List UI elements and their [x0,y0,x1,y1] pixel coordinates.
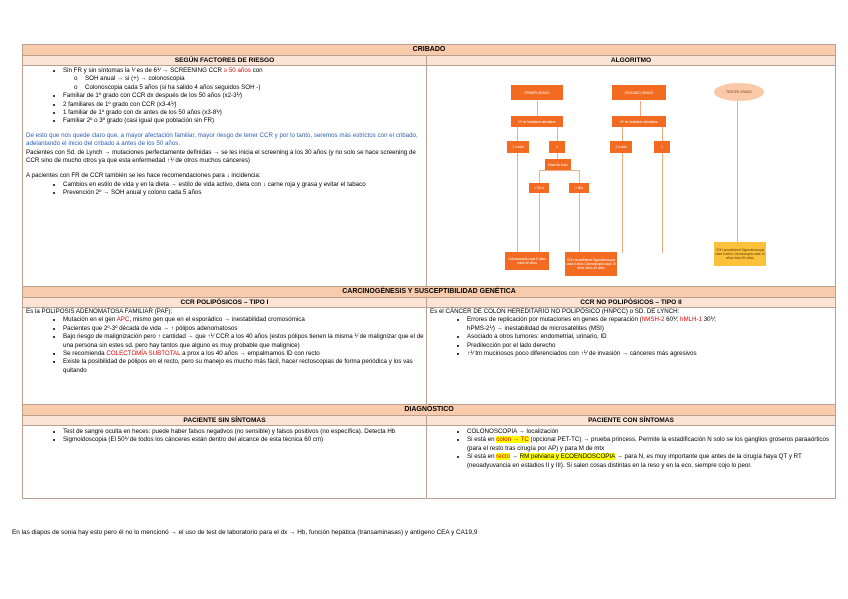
carcino-title: CARCINOGÉNESIS Y SUSCEPTIBILIDAD GENÉTICA [23,287,836,298]
risk-item: • Sin FR y sin síntomas la ⅟ es de 6⅟ → SCREENING CCR ≥ 50 años con o SOH anual → si (+) → colonoscopia o Colonoscopia cada 5 años (si ha salido 4 años seguidos SOH -) [63,67,426,92]
tipo1-cell [23,308,427,405]
box-edad-inicio: Edad de inicio [545,159,571,170]
oval-tercer-grado: TERCER GRADO [714,83,764,101]
lynch-text: Pacientes con Sd. de Lynch → mutaciones perfectamente definidas → se les inicia el screening a los 30 años (y no solo se hace screening de CCR sino de mucho otros ya que esta enfermedad ↑⅟ de otros muchos cánceres) [26,148,416,165]
box-soh-50: SOH anual/bienal Sigmoidoscopia cada 5 años Colonoscopia cada 10 años Inicio 50 años [714,242,766,266]
risk-subitem: o Colonoscopia cada 5 años (si ha salido 4 años seguidos SOH -) [85,84,426,92]
con-sintomas-cell [427,426,836,499]
box-lt-50: < 50 a [529,183,549,193]
diag-left-header: PACIENTE SIN SÍNTOMAS [23,416,427,426]
diag-right-header: PACIENTE CON SÍNTOMAS [427,416,836,426]
tipo1-item: • Existe la posibilidad de pólipos en el recto, pero su manejo es mucho más fácil, hacer rectoscopias de forma periódica y los vas quitando [63,358,426,375]
box-soh-40: SOH anual/bienal Sigmoidoscopia cada 5 años Colonoscopia cada 10 años Inicio 40 años [565,252,617,276]
tipo1-item: • Se recomienda COLECTOMÍA SUBTOTAL a prox a los 40 años → empalmamos ID con recto [63,350,426,358]
tipo2-item: • ↑⅟ tm mucinosos poco diferenciados con ↑⅟ de invasión → cánceres más agresivos [467,350,835,358]
recommendation-item: • Cambios en estilo de vida y en la dieta → estilo de vida activo, dieta con ↓ carne roja y grasa y evitar el tabaco [63,181,426,189]
tipo1-item: • Mutación en el gen APC, mismo gen que en el esporádico → inestabilidad cromosómica [63,316,426,324]
box-2-o-mas-2: 2 o más [610,141,632,153]
risk-item: • 2 familiares de 1º grado con CCR (x3-4⅟) [63,101,426,109]
algorithm-cell [427,66,836,287]
carcino-left-header: CCR POLIPÓSICOS – TIPO I [23,298,427,308]
summary-table [22,44,836,499]
document-page [22,44,835,499]
footer-note: En las diapos de sonia hay esto pero él no lo mencionó → el uso de test de laboratorio para el dx → Hb, función hepática (transaminasas) y antígeno CEA y CA19,9 [12,529,478,536]
tipo2-intro: Es el CÁNCER DE COLON HEREDITARIO NO POLIPÓSICO (HNPCC) o SD. DE LYNCH: [430,308,680,315]
tipo2-cell [427,308,836,405]
diag-item: • Si está en recto → RM pelviana y ECOENDOSCOPIA → para N, es muy importante que antes de la cirugía haya QT y RT (neoadyuvancia en estadios II y III). Si salen cosas distintas en la reso y en la eco, siempre cojo lo peor. [467,453,835,470]
box-uno-2: 1 [654,141,670,153]
diag-item: • Sigmoidoscopia (El 50⅟ de todos los cánceres están dentro del alcance de esta técnica 60 cm) [63,436,426,444]
box-num-familiares: Nº de familiares afectados [511,116,563,127]
tipo1-item: • Pacientes que 2º-3º década de vida → ↑ pólipos adenomatosos [63,325,426,333]
cribado-right-header: ALGORITMO [427,56,836,66]
diag-item: • Test de sangre oculta en heces: puede haber falsos negativos (no sensible) y falsos positivos (no específica). Detecta Hb [63,428,426,436]
diag-title: DIAGNÓSTICO [23,405,836,416]
fr-text: A pacientes con FR de CCR también se les hace recomendaciones para ↓ incidencia: [26,172,261,180]
cribado-left-header: SEGÚN FACTORES DE RIESGO [23,56,427,66]
cribado-risk-cell [23,66,427,287]
blue-note: De esto que nos quede claro que, a mayor afectación familiar, mayor riesgo de tener CCR y por lo tanto, seremos más estrictos con el cribado, adelantando el inicio del cribado a antes de los 50 años. [26,131,418,148]
box-primer-grado: PRIMER GRADO [511,85,563,100]
box-colono-40: Colonoscopia cada 5 años Inicio 40 años [505,252,549,270]
sin-sintomas-cell [23,426,427,499]
box-2-o-mas: 2 o más [507,141,529,153]
diag-item: • COLONOSCOPIA → localización [467,428,835,436]
tipo2-item: • Errores de replicación por mutaciones en genes de reparación (hMSH-2 60⅟; hMLH-1 30⅟; hPMS-2⅟) → inestabilidad de microsatélites (MSI) [467,316,835,333]
risk-item: • Familiar 2º o 3º grado (casi igual que población sin FR) [63,117,426,125]
diag-item: • Si está en colon → TC (opcional PET-TC) → prueba princess. Permite la estadificación N solo se los ganglios groseros paraaórticos (para el resto tras cirugía por AP) y para M de mtx [467,436,835,453]
cribado-title: CRIBADO [23,45,836,56]
carcino-right-header: CCR NO POLIPÓSICOS – TIPO II [427,298,836,308]
box-num-familiares-2: Nº de familiares afectados [612,116,666,127]
box-segundo-grado: SEGUNDO GRADO [612,85,666,100]
risk-subitem: o SOH anual → si (+) → colonoscopia [85,75,426,83]
risk-item: • Familiar de 1º grado con CCR dx después de los 50 años (x2-3⅟) [63,92,426,100]
box-uno: 1 [549,141,565,153]
tipo1-intro: Es la POLIPOSIS ADENOMATOSA FAMILIAR (PAF): [26,308,173,315]
algorithm-diagram [427,66,835,286]
risk-item: • 1 familiar de 1º grado con dx antes de los 50 años (x3-8⅟) [63,109,426,117]
box-gt-50: > 50a [569,183,589,193]
tipo1-item: • Bajo riesgo de malignización pero ↑ cantidad → que ↑⅟ CCR a los 40 años (estos pólipos tienen la misma ⅟ de malignizar que el de una persona sin estes sd. pero hay tantos que alguno es muy probable que malignice) [63,333,426,350]
tipo2-item: • Predilección por el lado derecho [467,342,835,350]
recommendation-item: • Prevención 2º → SOH anual y colono cada 5 años [63,189,426,197]
tipo2-item: • Asociado a otros tumores: endometrial, urinario, ID [467,333,835,341]
